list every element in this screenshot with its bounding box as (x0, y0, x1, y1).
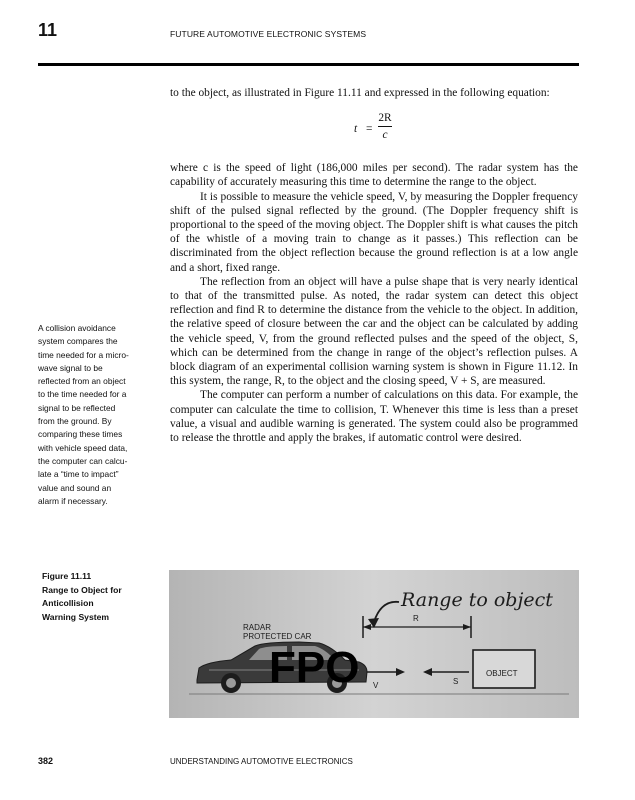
handwritten-range-label: Range to object (401, 589, 553, 611)
range-symbol: R (413, 614, 419, 623)
margin-note-line: with vehicle speed data, (38, 442, 128, 453)
paragraph-3: It is possible to measure the vehicle speed, V, by measuring the Doppler frequency shift of the pulsed signal reflected by the ground. (The Doppler frequency shift is proportional to the speed of the moving object. The Doppler shift is what causes the pitch of the whistle of a moving train to change as it passes.) This reflection can be discriminated from the object reflection because the ground reflection is at a low angle and a short, fixed range. (170, 190, 578, 274)
margin-note-line: A collision avoidance (38, 323, 116, 333)
figure-caption-line: Figure 11.11 (42, 571, 92, 581)
figure-caption-line: Anticollision (42, 598, 94, 608)
radar-label-line2: PROTECTED CAR (243, 632, 312, 641)
margin-note-line: comparing these times (38, 429, 123, 440)
margin-note-line: the computer can calcu- (38, 455, 128, 466)
chapter-number: 11 (38, 20, 58, 40)
equation-denominator: c (382, 129, 388, 142)
figure-caption (42, 570, 162, 624)
equation-operator: = (366, 123, 373, 136)
range-to-object-figure (169, 570, 579, 718)
header-rule (38, 63, 579, 66)
margin-note-line: wave signal to be (38, 362, 103, 373)
margin-note-line: time needed for a micro- (38, 349, 129, 360)
equation-lhs: t (354, 123, 358, 136)
object-label: OBJECT (486, 669, 518, 678)
fraction-bar (378, 126, 392, 127)
vehicle-speed-symbol: V (373, 681, 379, 690)
margin-note-line: value and sound an (38, 482, 112, 493)
margin-note-line: to the time needed for a (38, 389, 127, 400)
figure-caption-line: Warning System (42, 611, 110, 622)
main-text (170, 86, 578, 445)
range-time-equation (170, 111, 578, 151)
paragraph-5: The computer can perform a number of calculations on this data. For example, the computer can calculate the time to collision, T. Whenever this time is less than a preset value, a visual and audible warning is generated. The system could also be programmed to release the throttle and apply the brakes, if automatic control were desired. (170, 389, 578, 445)
figure-caption-line: Range to Object for (42, 584, 122, 595)
margin-note (38, 322, 160, 508)
equation-numerator: 2R (378, 112, 392, 125)
margin-note-line: late a “time to impact” (38, 469, 119, 480)
figure-photo (169, 570, 579, 718)
paragraph-4: The reflection from an object will have a pulse shape that is very nearly identical to that of the transmitted pulse. As noted, the radar system can detect this object reflection and find R to determine the distance from the vehicle to the object. In addition, the relative speed of closure between the car and the object can be calculated by adding the vehicle speed, V, from the ground reflected pulses and the speed of the object, S, which can be determined from the change in range of the object’s reflection pulses. A block diagram of an experimental collision warning system is shown in Figure 11.12. In this system, the range, R, to the object and the closing speed, V + S, are measured. (170, 275, 578, 388)
paragraph-2: where c is the speed of light (186,000 miles per second). The radar system has the capability of accurately measuring this time to determine the range to the object. (170, 162, 578, 189)
margin-note-line: signal to be reflected (38, 402, 116, 413)
margin-note-line: from the ground. By (38, 416, 112, 427)
fpo-stamp: FPO (269, 643, 360, 692)
object-speed-symbol: S (453, 677, 459, 686)
equation-fraction (378, 111, 392, 142)
radar-label-line1: RADAR (243, 623, 272, 632)
margin-note-line: reflected from an object (38, 376, 126, 387)
page-number: 382 (38, 756, 54, 766)
margin-note-line: system compares the (38, 336, 118, 347)
running-foot: UNDERSTANDING AUTOMOTIVE ELECTRONICS (170, 757, 353, 766)
paragraph-1: to the object, as illustrated in Figure 11.11 and expressed in the following equation: (170, 87, 550, 99)
running-head: FUTURE AUTOMOTIVE ELECTRONIC SYSTEMS (170, 29, 367, 39)
margin-note-line: alarm if necessary. (38, 495, 108, 506)
